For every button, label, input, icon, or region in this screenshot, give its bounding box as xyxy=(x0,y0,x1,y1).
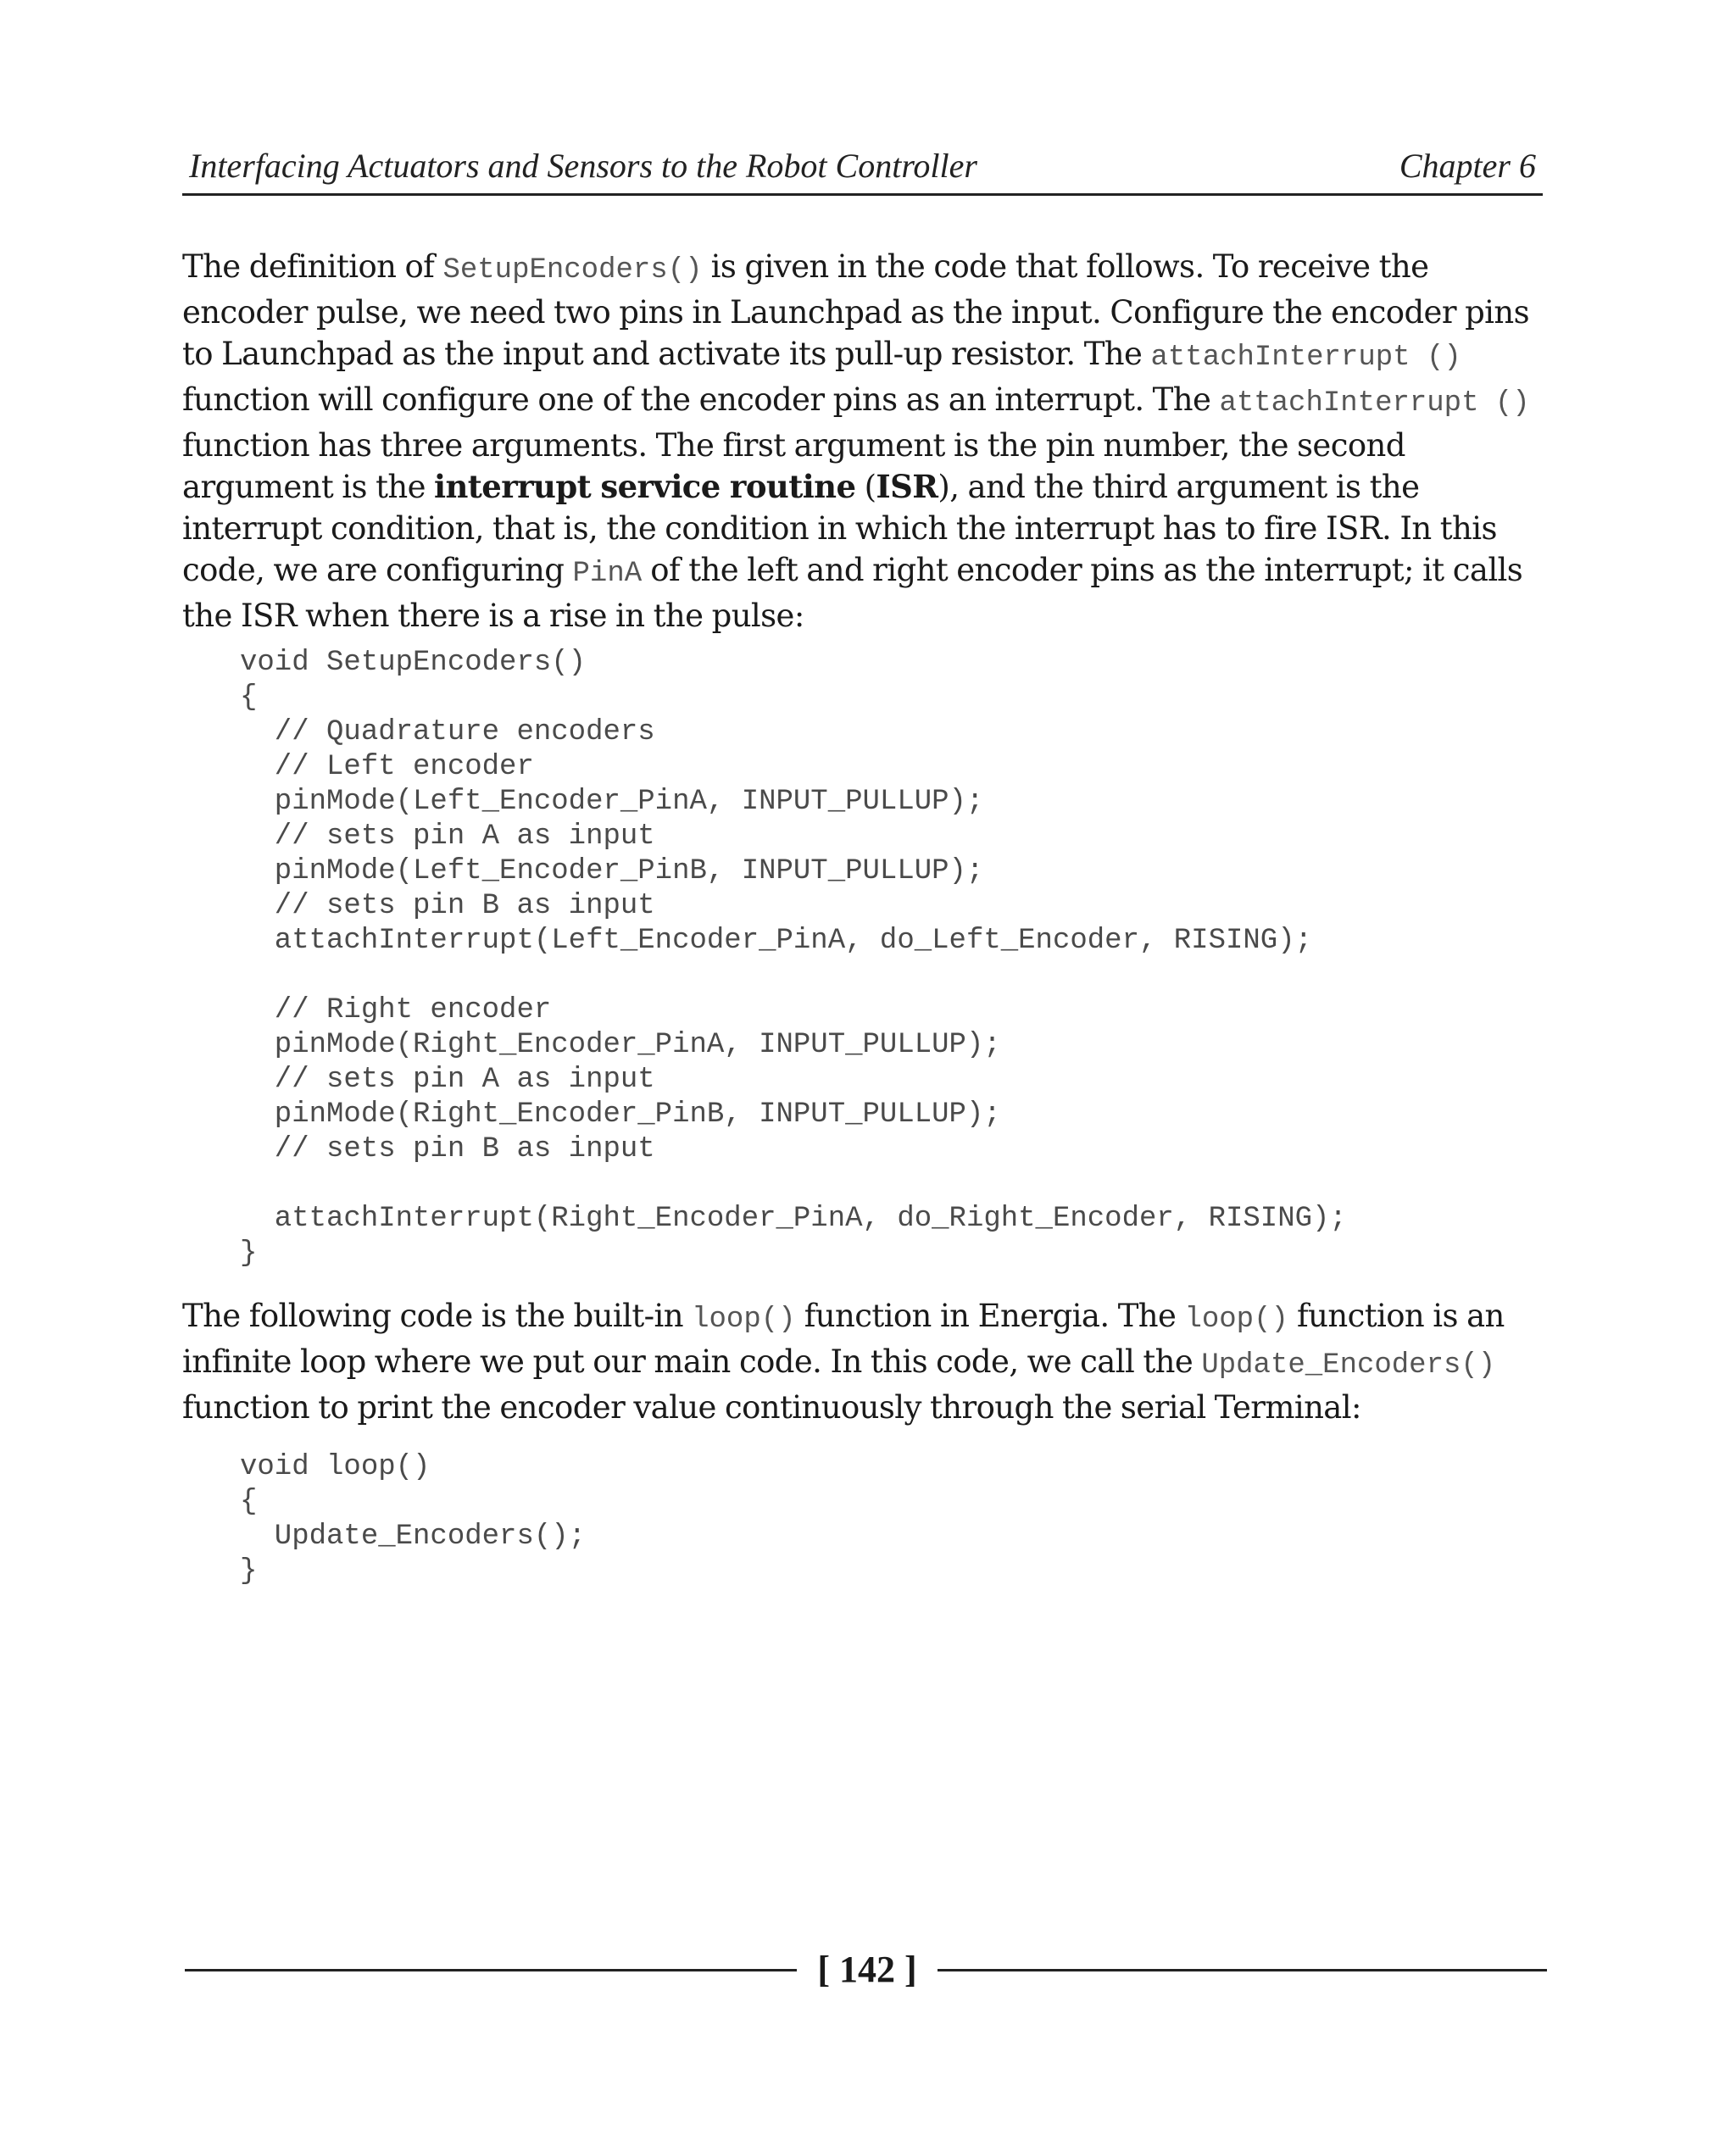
paragraph-loop-function xyxy=(182,1295,1551,1428)
code-block-loop: void loop() { Update_Encoders(); } xyxy=(240,1451,587,1588)
footer-rule-left xyxy=(185,1969,797,1971)
text-run: function will configure one of the encoder pins as an interrupt. The xyxy=(182,381,1220,418)
bold-term: interrupt service routine xyxy=(434,468,856,505)
code-block-setup-encoders: void SetupEncoders() { // Quadrature encoders // Left encoder pinMode(Left_Encoder_PinA, INPUT_PULLUP); // sets pin A as input pinMode(Left_Encoder_PinB, INPUT_PULLUP); // sets pin B as input attachInterrupt(Left_Encoder_PinA, do_Left_Encoder, RISING); // Right encoder pinMode(Right_Encoder_PinA, INPUT_PULLUP); // sets pin A as input pinMode(Right_Encoder_PinB, INPUT_PULLUP); // sets pin B as input attachInterrupt(Right_Encoder_PinA, do_Right_Encoder, RISING); } xyxy=(240,647,1347,1270)
running-header-title: Interfacing Actuators and Sensors to the Robot Controller xyxy=(189,147,977,185)
text-run: ( xyxy=(855,469,876,505)
inline-code: loop() xyxy=(692,1304,796,1336)
footer-rule-right xyxy=(938,1969,1547,1971)
text-run: The following code is the built-in xyxy=(182,1298,693,1334)
paragraph-setup-encoders xyxy=(182,246,1551,637)
inline-code: PinA xyxy=(572,558,643,590)
running-header-chapter: Chapter 6 xyxy=(1399,147,1536,185)
text-run: function is an infinite loop where we put our main code. In this code, we call the xyxy=(182,1298,1505,1380)
text-run: function has three arguments. The first argument is the pin number, the second argument is the xyxy=(182,427,1405,505)
text-run: function to print the encoder value continuously through the serial Terminal: xyxy=(182,1389,1361,1426)
inline-code: SetupEncoders() xyxy=(442,254,703,286)
inline-code: Update_Encoders() xyxy=(1201,1349,1496,1382)
text-run: ), and the third argument is the interrupt condition, that is, the condition in which the interrupt has to fire ISR. In this code, we are configuring xyxy=(182,469,1497,588)
text-run: of the left and right encoder pins as the interrupt; it calls the ISR when there is a rise in the pulse: xyxy=(182,552,1523,634)
text-run: The definition of xyxy=(182,248,443,285)
text-run: function in Energia. The xyxy=(795,1298,1185,1334)
page-number: [ 142 ] xyxy=(817,1949,917,1990)
inline-code: attachInterrupt () xyxy=(1150,342,1461,374)
inline-code: attachInterrupt () xyxy=(1219,387,1530,420)
text-run: is given in the code that follows. To receive the encoder pulse, we need two pins in Launchpad as the input. Configure the encoder pins to Launchpad as the input and activate its pull-up resistor. The xyxy=(182,248,1530,372)
inline-code: loop() xyxy=(1184,1304,1288,1336)
bold-term: ISR xyxy=(876,468,938,505)
running-header xyxy=(182,142,1543,196)
